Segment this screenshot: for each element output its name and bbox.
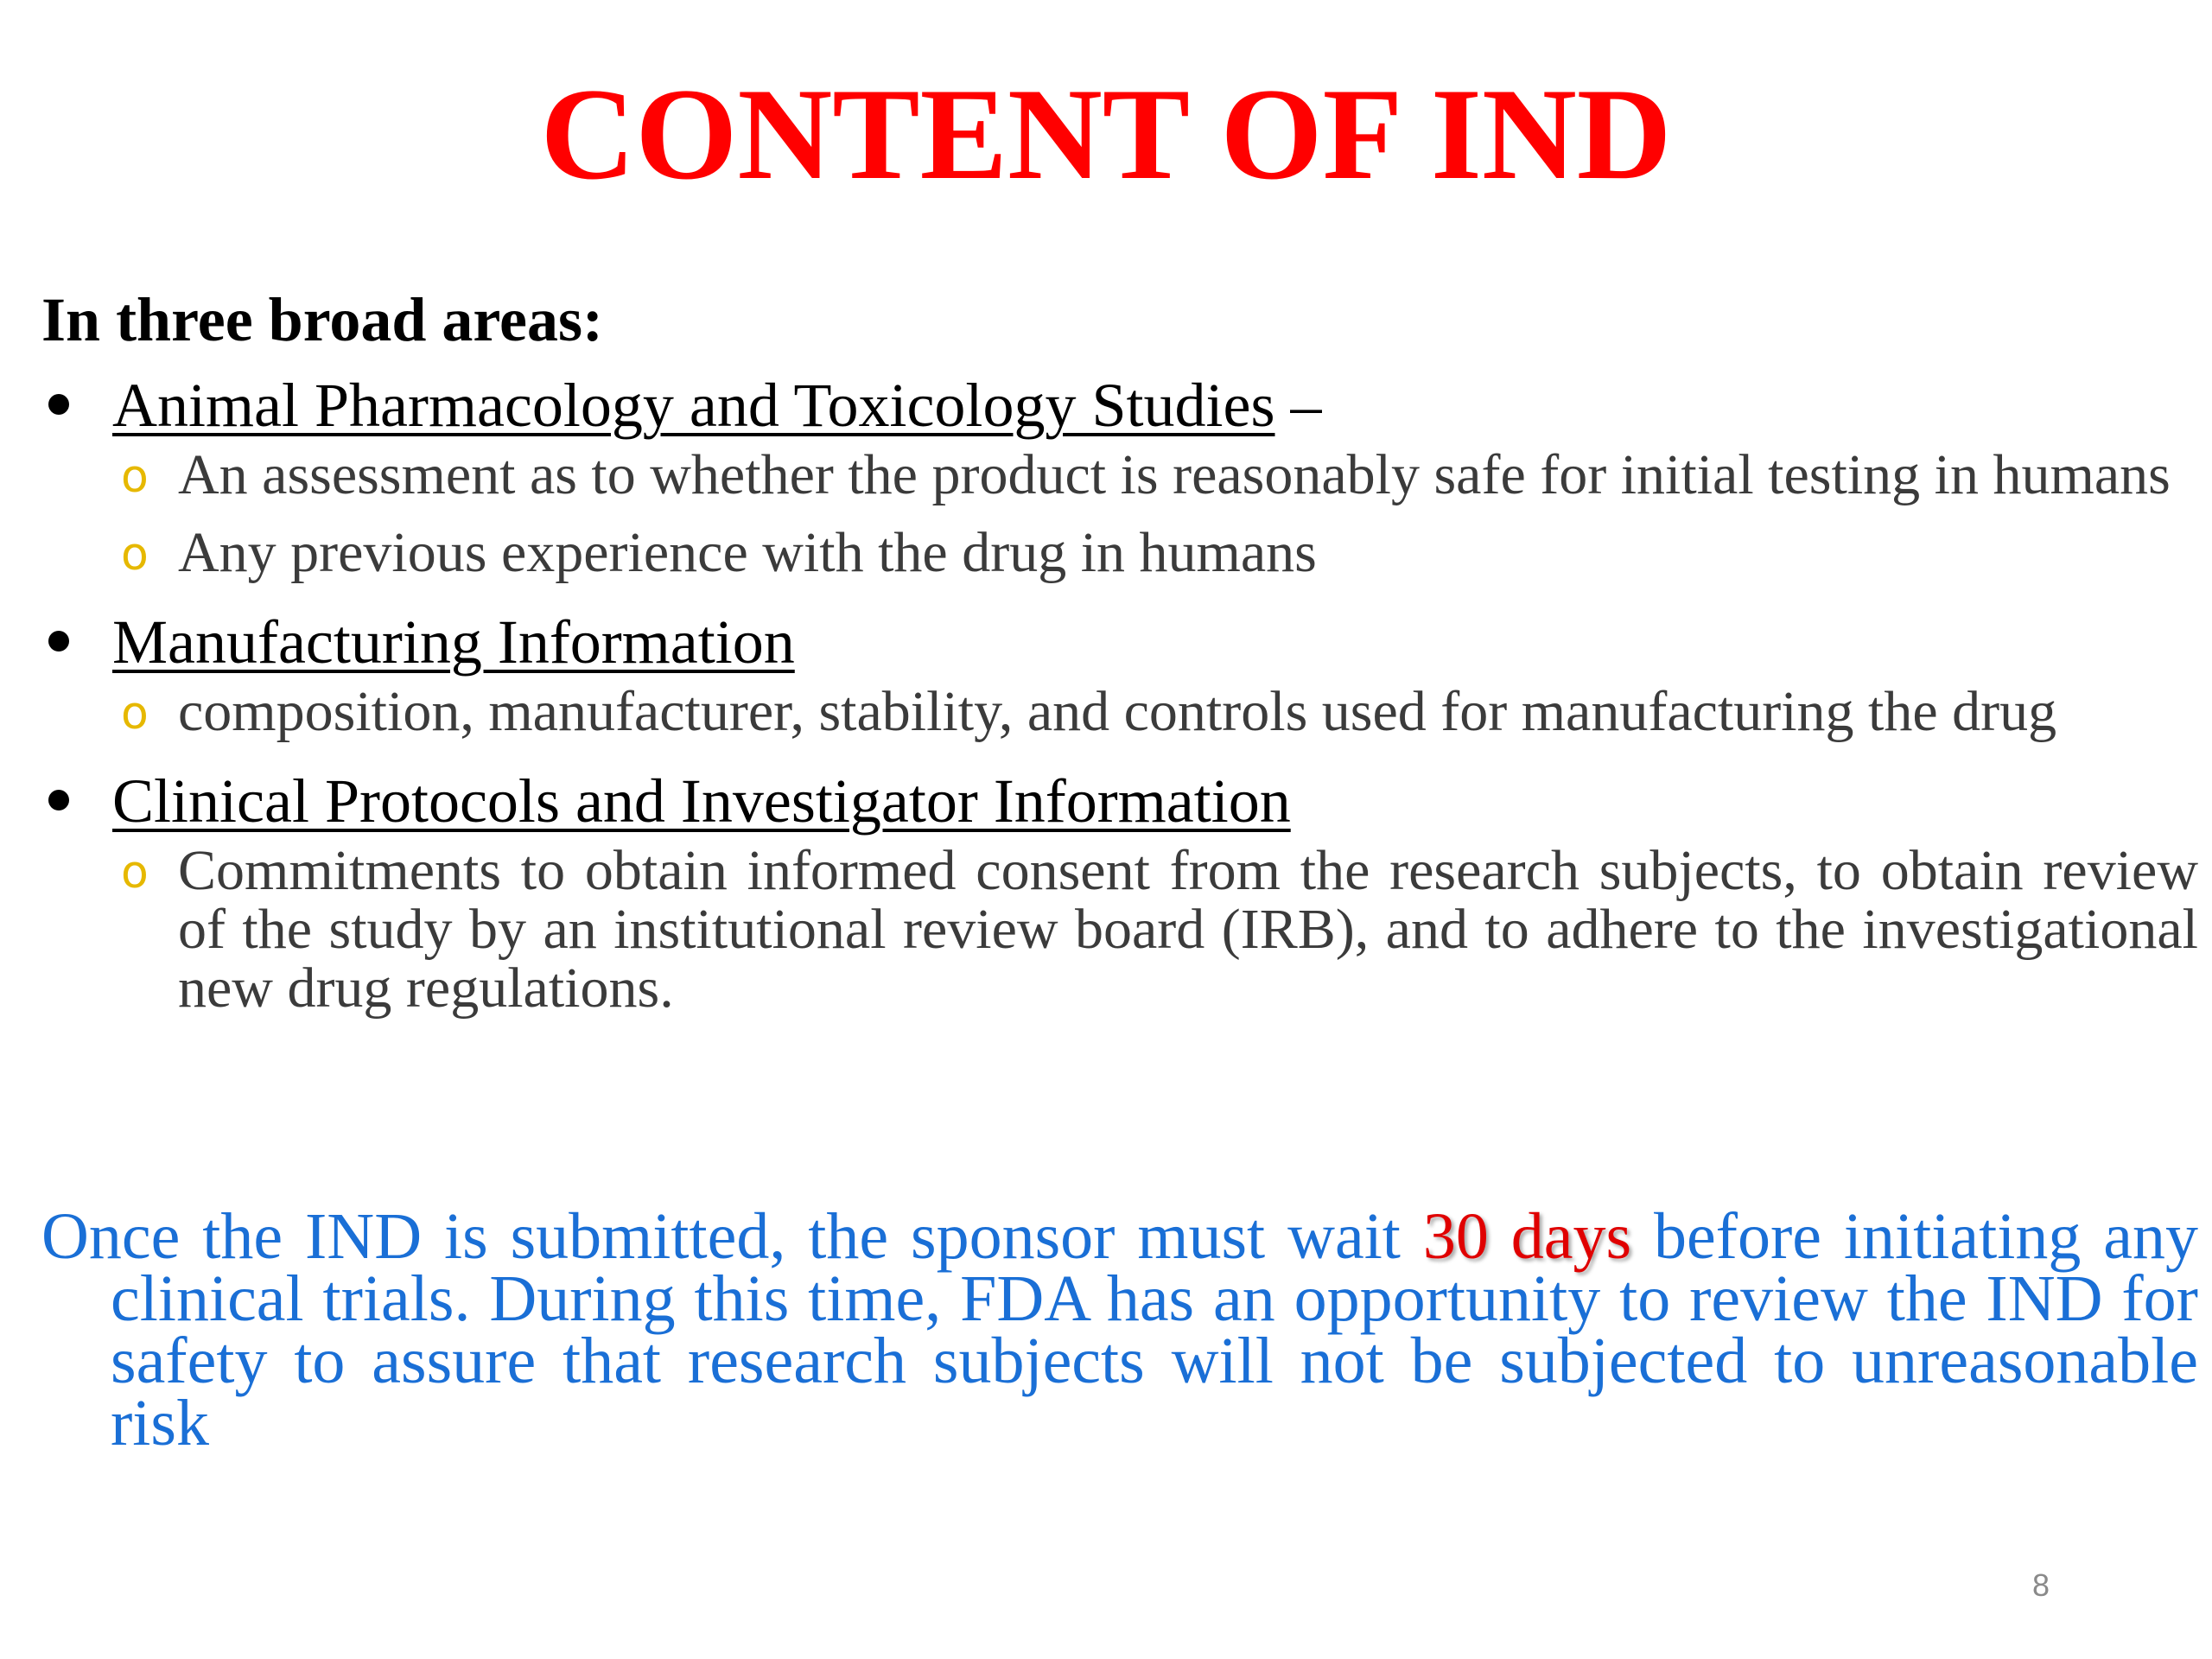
- sub-item: [121, 443, 2198, 506]
- section-heading: [41, 760, 2198, 842]
- sub-item: [121, 839, 2198, 1020]
- closing-paragraph: [41, 1200, 2198, 1459]
- circle-bullet-icon: o: [121, 688, 149, 740]
- intro-heading: In three broad areas:: [41, 285, 604, 354]
- section-label: Animal Pharmacology and Toxicology Studies: [112, 371, 1275, 440]
- sub-item: [121, 521, 2198, 584]
- circle-bullet-icon: o: [121, 847, 149, 899]
- sub-item: [121, 680, 2198, 743]
- page-number: 8: [2031, 1567, 2050, 1603]
- sub-item-text: Any previous experience with the drug in humans: [178, 521, 1317, 584]
- section-label: Manufacturing Information: [112, 607, 795, 677]
- sub-item-text: An assessment as to whether the product is reasonably safe for initial testing in humans: [178, 443, 2171, 506]
- section-label: Clinical Protocols and Investigator Information: [112, 766, 1291, 836]
- section-heading: [41, 365, 2198, 446]
- sub-list: [41, 443, 2198, 584]
- section-heading: [41, 601, 2198, 683]
- closing-text-before: Once the IND is submitted, the sponsor must wait: [41, 1200, 1423, 1273]
- section-manufacturing: [41, 601, 2198, 741]
- sub-list: [41, 839, 2198, 1020]
- circle-bullet-icon: o: [121, 529, 149, 581]
- bullet-dot-icon: [48, 394, 69, 415]
- closing-text-after: before initiating any clinical trials. During this time, FDA has an opportunity to review the IND for safety to assure that research subjects will not be subjected to unreasonable risk: [111, 1200, 2198, 1459]
- slide-title: CONTENT OF IND: [540, 61, 1672, 207]
- sub-item-text: Commitments to obtain informed consent from the research subjects, to obtain review of the study by an institutional review board (IRB), and to adhere to the investigational new drug regulations.: [178, 839, 2198, 1020]
- section-clinical-protocols: [41, 760, 2198, 1018]
- sub-list: [41, 680, 2198, 743]
- slide-content: [41, 275, 2198, 1037]
- highlight-30-days: 30 days: [1422, 1200, 1632, 1273]
- section-label-suffix: –: [1274, 371, 1322, 440]
- sub-item-text: composition, manufacturer, stability, and controls used for manufacturing the drug: [178, 680, 2057, 743]
- bullet-dot-icon: [48, 790, 69, 810]
- section-animal-pharmacology: [41, 365, 2198, 582]
- bullet-dot-icon: [48, 631, 69, 652]
- circle-bullet-icon: o: [121, 451, 149, 503]
